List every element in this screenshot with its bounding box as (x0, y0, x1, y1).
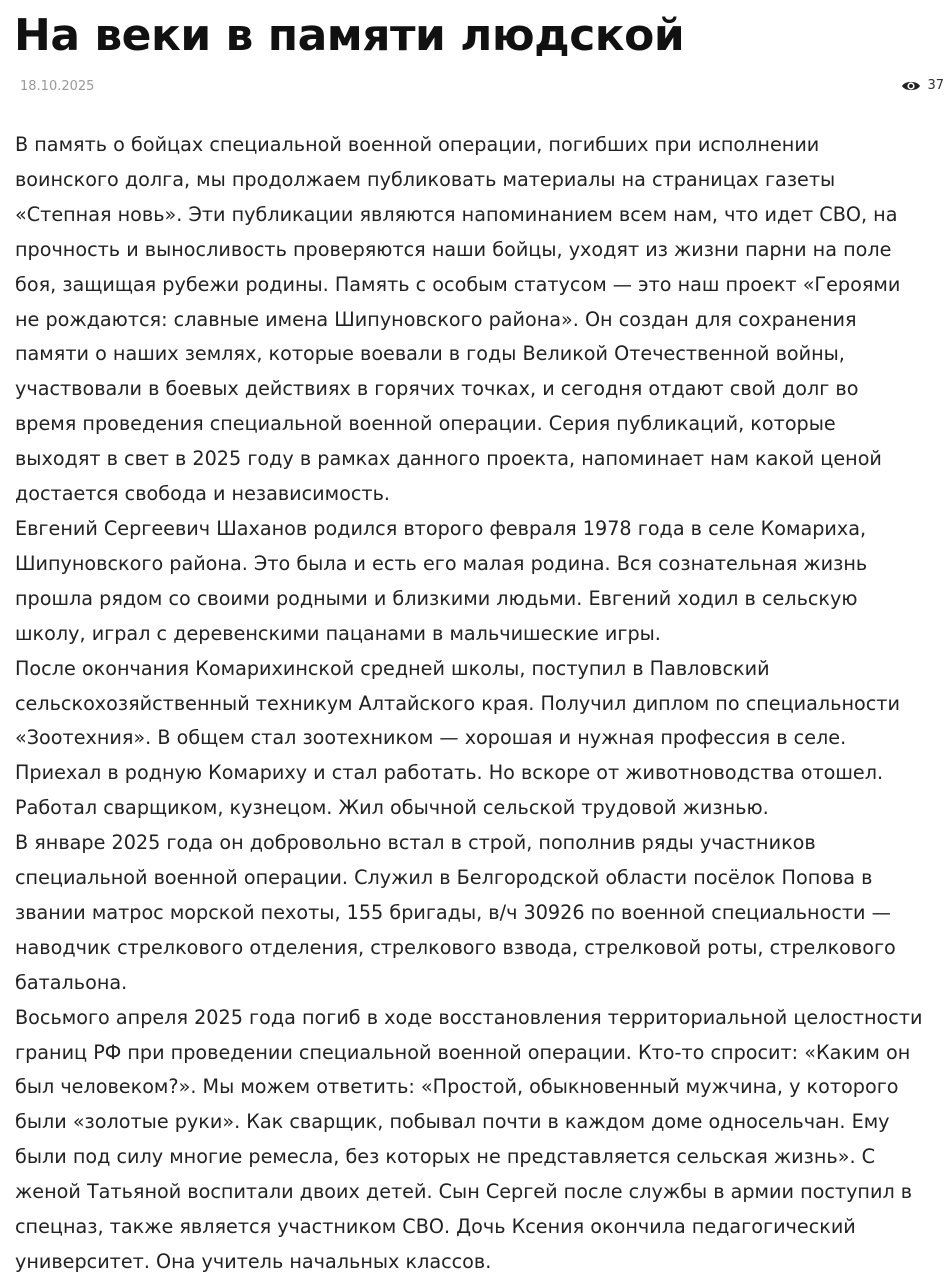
text-line: «Степная новь». Эти публикации являются напоминанием всем нам, что идет СВО, на (15, 202, 898, 226)
text-line: Евгений Сергеевич Шаханов родился второго февраля 1978 года в селе Комариха, (15, 516, 867, 540)
text-line: В январе 2025 года он добровольно встал в строй, пополнив ряды участников (15, 831, 816, 855)
article-body (15, 128, 945, 1280)
text-line: Восьмого апреля 2025 года погиб в ходе восстановления территориальной целостности (15, 1005, 923, 1029)
text-line: границ РФ при проведении специальной военной операции. Кто-то спросит: «Каким он (15, 1040, 911, 1064)
publish-date: 18.10.2025 (20, 79, 95, 94)
text-line: памяти о наших землях, которые воевали в годы Великой Отечественной войны, (15, 342, 845, 366)
text-line: спецназ, также является участником СВО. Дочь Ксения окончила педагогический (15, 1215, 856, 1239)
text-line: школу, играл с деревенскими пацанами в мальчишеские игры. (15, 621, 661, 645)
text-line: батальона. (15, 970, 128, 994)
text-line: боя, защищая рубежи родины. Память с особым статусом — это наш проект «Героями (15, 272, 901, 296)
article-title: На веки в памяти людской (14, 10, 685, 61)
text-line: Работал сварщиком, кузнецом. Жил обычной сельской трудовой жизнью. (15, 796, 769, 820)
text-line: время проведения специальной военной операции. Серия публикаций, которые (15, 412, 836, 436)
text-line: После окончания Комарихинской средней школы, поступил в Павловский (15, 656, 770, 680)
view-counter (901, 77, 944, 95)
article-meta (0, 76, 950, 100)
text-line: университет. Она учитель начальных классов. (15, 1250, 492, 1273)
text-line: женой Татьяной воспитали двоих детей. Сын Сергей после службы в армии поступил в (15, 1180, 913, 1204)
text-line: наводчик стрелкового отделения, стрелкового взвода, стрелковой роты, стрелкового (15, 935, 896, 959)
text-line: сельскохозяйственный техникум Алтайского края. Получил диплом по специальности (15, 691, 900, 715)
text-line: участвовали в боевых действиях в горячих точках, и сегодня отдают свой долг во (15, 377, 859, 401)
text-line: специальной военной операции. Служил в Белгородской области посёлок Попова в (15, 866, 873, 890)
text-line: были «золотые руки». Как сварщик, побывал почти в каждом доме односельчан. Ему (15, 1110, 890, 1134)
text-line: не рождаются: славные имена Шипуновского района». Он создан для сохранения (15, 307, 857, 331)
text-line: были под силу многие ремесла, без которых не представляется сельская жизнь». С (15, 1145, 876, 1169)
text-line: Приехал в родную Комариху и стал работать. Но вскоре от животноводства отошел. (15, 761, 884, 785)
text-line: прошла рядом со своими родными и близкими людьми. Евгений ходил в сельскую (15, 586, 858, 610)
text-line: был человеком?». Мы можем ответить: «Простой, обыкновенный мужчина, у которого (15, 1075, 899, 1099)
text-line: выходят в свет в 2025 году в рамках данного проекта, напоминает нам какой ценой (15, 447, 882, 471)
text-line: звании матрос морской пехоты, 155 бригады, в/ч 30926 по военной специальности — (15, 900, 891, 924)
eye-icon (901, 79, 921, 93)
view-count: 37 (927, 78, 944, 93)
text-line: достается свобода и независимость. (15, 482, 390, 506)
text-line: воинского долга, мы продолжаем публиковать материалы на страницах газеты (15, 167, 836, 191)
text-line: «Зоотехния». В общем стал зоотехником — хорошая и нужная профессия в селе. (15, 726, 847, 750)
text-line: прочность и выносливость проверяются наши бойцы, уходят из жизни парни на поле (15, 237, 892, 261)
text-line: Шипуновского района. Это была и есть его малая родина. Вся сознательная жизнь (15, 551, 868, 575)
text-line: В память о бойцах специальной военной операции, погибших при исполнении (15, 133, 820, 156)
